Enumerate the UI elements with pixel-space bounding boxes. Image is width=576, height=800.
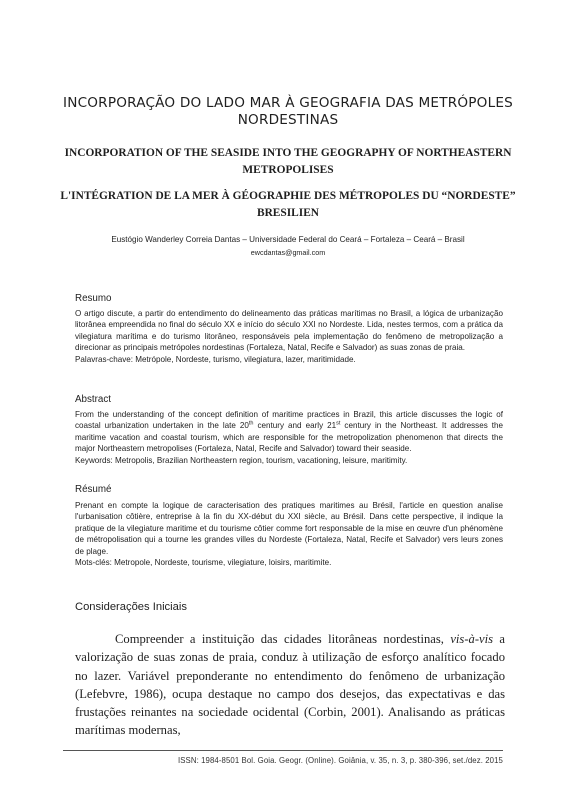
resume-heading: Résumé	[75, 484, 112, 495]
resumo-text: O artigo discute, a partir do entendimento do delineamento das práticas marítimas no Brasil, a lógica de urbanização litorânea empreendida no final do século XX e início do século XXI no Nordeste. Lida, nestes termos, com a prática da vilegiatura marítima e do turismo litorâneo, responsáveis pela implementação do fenômeno de metropolização a direcionar as principais metrópoles nordestinas (Fortaleza, Natal, Recife e Salvador) as suas zonas de praia.	[75, 309, 503, 353]
abstract-keywords: Keywords: Metropolis, Brazilian Northeastern region, tourism, vacationing, leisure, maritimity.	[75, 455, 408, 465]
title-english: INCORPORATION OF THE SEASIDE INTO THE GEOGRAPHY OF NORTHEASTERN METROPOLISES	[64, 147, 512, 176]
author-email: ewcdantas@gmail.com	[250, 248, 326, 257]
abstract-heading: Abstract	[75, 394, 111, 405]
superscript-th: th	[248, 420, 254, 427]
footer-citation: ISSN: 1984-8501 Bol. Goia. Geogr. (Online). Goiânia, v. 35, n. 3, p. 380-396, set./dez. 2015	[63, 750, 503, 765]
resumo-keywords: Palavras-chave: Metrópole, Nordeste, turismo, vilegiatura, lazer, maritimidade.	[75, 354, 356, 364]
resume-keywords: Mots-clés: Metropole, Nordeste, tourisme, vilegiature, loisirs, maritimite.	[75, 558, 332, 568]
abstract-text: From the understanding of the concept definition of maritime practices in Brazil, this article discusses the logic of coastal urbanization undertaken in the late 20th century and early 21st century in the Northeast. It addresses the maritime vacation and coastal tourism, which are responsible for the metropolization phenomenon that directs the major Northeastern metropolises (Fortaleza, Natal, Recife and Salvador) toward their seaside.	[75, 410, 504, 454]
resume-block	[75, 500, 503, 568]
author-affiliation: Eustógio Wanderley Correia Dantas – Universidade Federal do Ceará – Fortaleza – Ceará – Brasil	[111, 235, 465, 244]
resumo-heading: Resumo	[75, 293, 112, 304]
section-heading: Considerações Iniciais	[75, 601, 187, 613]
superscript-st: st	[336, 420, 341, 427]
resume-text: Prenant en compte la logique de caracterisation des pratiques maritimes au Brésil, l'article en question analise l'urbanisation côtière, entreprise à la fin du XX-début du XXI siècle, au Brésil. Dans cette perspective, il indique la pratique de la vilegiature maritime et du tourisme côtier comme fort responsable de la mise en œuvre d'un phénomène de métropolisation qui a tourne les grandes villes du Nordeste (Fortaleza, Natal, Recife et Salvador) vers leurs zones de plage.	[75, 501, 503, 556]
title-portuguese: INCORPORAÇÃO DO LADO MAR À GEOGRAFIA DAS METRÓPOLES NORDESTINAS	[63, 95, 513, 128]
body-paragraph: Compreender a instituição das cidades litorâneas nordestinas, vis-à-vis a valorização de suas zonas de praia, conduz à utilização de esforço analítico focado no lazer. Variável preponderante no entendimento do fenômeno de urbanização (Lefebvre, 1986), ocupa destaque no campo dos desejos, das expectativas e das frustações reinantes na sociedade ocidental (Corbin, 2001). Analisando as práticas marítimas modernas,	[75, 632, 505, 738]
abstract-block	[75, 409, 503, 466]
title-french: L'INTÉGRATION DE LA MER À GÉOGRAPHIE DES MÉTROPOLES DU “NORDESTE” BRESILIEN	[60, 190, 516, 219]
resumo-block	[75, 308, 503, 365]
